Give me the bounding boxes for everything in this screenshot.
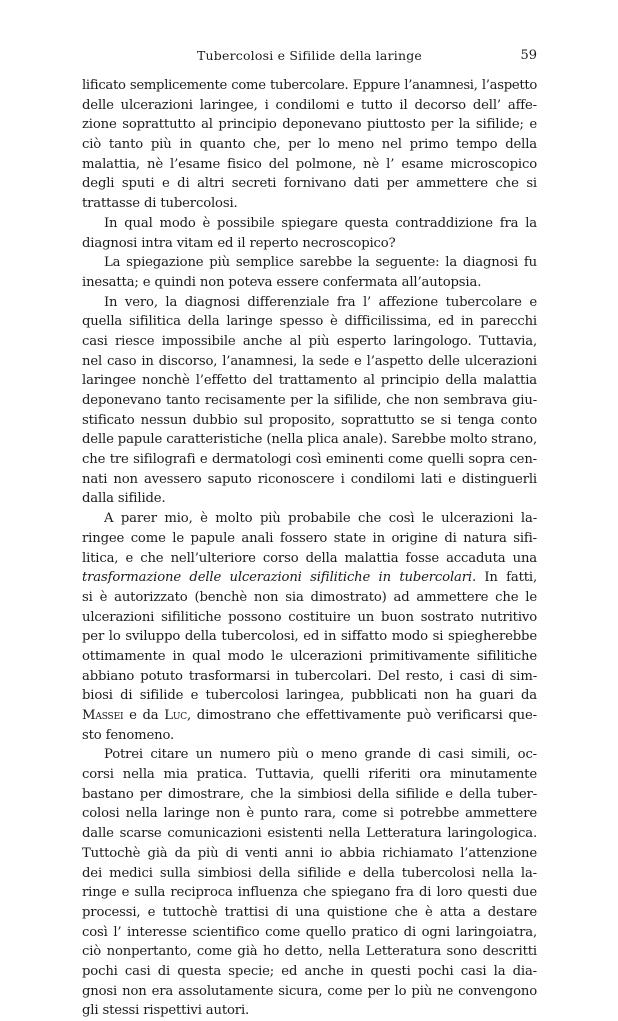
text-line: ulcerazioni sifilitiche possono costituire un buon sostrato nutritivo (82, 609, 537, 625)
text-line: ringe e sulla reciproca influenza che spiegano fra di loro questi due (82, 885, 537, 901)
body-text (82, 76, 537, 1021)
text-line: dalle scarse comunicazioni esistenti nella Letteratura laringologica. (82, 826, 537, 842)
text-line: dalla sifilide. (82, 491, 166, 507)
text-line (82, 568, 537, 588)
text-line: sto fenomeno. (82, 727, 175, 743)
text-line: laringee nonchè l’effetto del trattamento al principio della malattia (82, 373, 537, 389)
text-line: che tre sifilografi e dermatologi così eminenti come quelli sopra cen- (82, 452, 537, 468)
text-line: delle papule caratteristiche (nella plica anale). Sarebbe molto strano, (82, 432, 537, 448)
text-line (82, 706, 537, 726)
text-line: inesatta; e quindi non poteva essere confermata all’autopsia. (82, 274, 482, 290)
text-line: dei medici sulla simbiosi della sifilide e della tubercolosi nella la- (82, 865, 537, 881)
text-line: si è autorizzato (benchè non sia dimostrato) ad ammettere che le (82, 589, 537, 605)
text-line: diagnosi intra vitam ed il reperto necroscopico? (82, 235, 396, 251)
text-run: e da (123, 708, 165, 723)
text-line: zione soprattutto al principio deponevano piuttosto per la sifilide; e (82, 117, 537, 133)
text-line: A parer mio, è molto più probabile che così le ulcerazioni la- (104, 511, 537, 527)
page-number: 59 (520, 48, 537, 63)
text-line: corsi nella mia pratica. Tuttavia, quelli riferiti ora minutamente (82, 767, 537, 783)
text-line: ciò tanto più in quanto che, per lo meno nel primo tempo della (82, 137, 537, 153)
emphasis: trasformazione delle ulcerazioni sifilitiche in tubercolari. (82, 570, 476, 586)
text-line: ottimamente in qual modo le ulcerazioni primitivamente sifilitiche (82, 648, 537, 664)
text-line: litica, e che nell’ulteriore corso della malattia fosse accaduta una (82, 550, 537, 566)
text-line: lificato semplicemente come tubercolare. Eppure l’anamnesi, l’aspetto (82, 78, 537, 93)
text-line: ciò nonpertanto, come già ho detto, nella Letteratura sono descritti (82, 944, 537, 960)
text-line: colosi nella laringe non è punto rara, come si potrebbe ammettere (82, 806, 537, 822)
text-run: , dimostrano che effettivamente può verificarsi que- (187, 708, 537, 723)
text-line: degli sputi e di altri secreti fornivano dati per ammettere che si (82, 176, 537, 192)
text-line: nel caso in discorso, l’anamnesi, la sede e l’aspetto delle ulcerazioni (82, 353, 537, 369)
running-head (82, 48, 537, 66)
text-line: malattia, nè l’esame fisico del polmone, nè l’ esame microscopico (82, 156, 537, 172)
text-line: quella sifilitica della laringe spesso è difficilissima, ed in parecchi (82, 314, 537, 330)
author-name: Massei (82, 708, 124, 723)
text-line: trattasse di tubercolosi. (82, 196, 238, 212)
text-line: ringee come le papule anali fossero state in origine di natura sifi- (82, 530, 537, 546)
text-line: In vero, la diagnosi differenziale fra l’ affezione tubercolare e (104, 294, 537, 310)
text-line: abbiano potuto trasformarsi in tubercolari. Del resto, i casi di sim- (82, 668, 537, 684)
text-line: delle ulcerazioni laringee, i condilomi e tutto il decorso dell’ affe- (82, 97, 537, 113)
text-line: gnosi non era assolutamente sicura, come per lo più ne convengono (82, 983, 537, 999)
text-line: gli stessi rispettivi autori. (82, 1003, 250, 1019)
text-line: deponevano tanto recisamente per la sifilide, che non sembrava giu- (82, 393, 537, 408)
text-line: Tuttochè già da più di venti anni io abbia richiamato l’attenzione (82, 845, 537, 861)
text-line: bastano per dimostrare, che la simbiosi della sifilide e della tuber- (82, 786, 537, 802)
text-line: La spiegazione più semplice sarebbe la seguente: la diagnosi fu (104, 255, 537, 271)
running-title: Tubercolosi e Sifilide della laringe (196, 48, 423, 63)
author-name: Luc (164, 708, 188, 723)
text-line: per lo sviluppo della tubercolosi, ed in siffatto modo si spiegherebbe (82, 629, 537, 645)
text-line: Potrei citare un numero più o meno grande di casi simili, oc- (104, 747, 537, 763)
text-line: nati non avessero saputo riconoscere i condilomi lati e distinguerli (82, 471, 537, 487)
text-run: In fatti, (476, 570, 537, 586)
text-line: pochi casi di questa specie; ed anche in questi pochi casi la dia- (82, 963, 537, 979)
text-line: casi riesce impossibile anche al più esperto laringologo. Tuttavia, (82, 333, 537, 349)
text-line: processi, e tuttochè trattisi di una quistione che è atta a destare (82, 904, 537, 920)
text-line: così l’ interesse scientifico come quello pratico di ogni laringoiatra, (82, 924, 537, 940)
text-line: stificato nessun dubbio sul proposito, soprattutto se si tenga conto (82, 412, 537, 428)
text-line: In qual modo è possibile spiegare questa contraddizione fra la (104, 215, 537, 231)
text-line: biosi di sifilide e tubercolosi laringea, pubblicati non ha guari da (82, 688, 537, 704)
